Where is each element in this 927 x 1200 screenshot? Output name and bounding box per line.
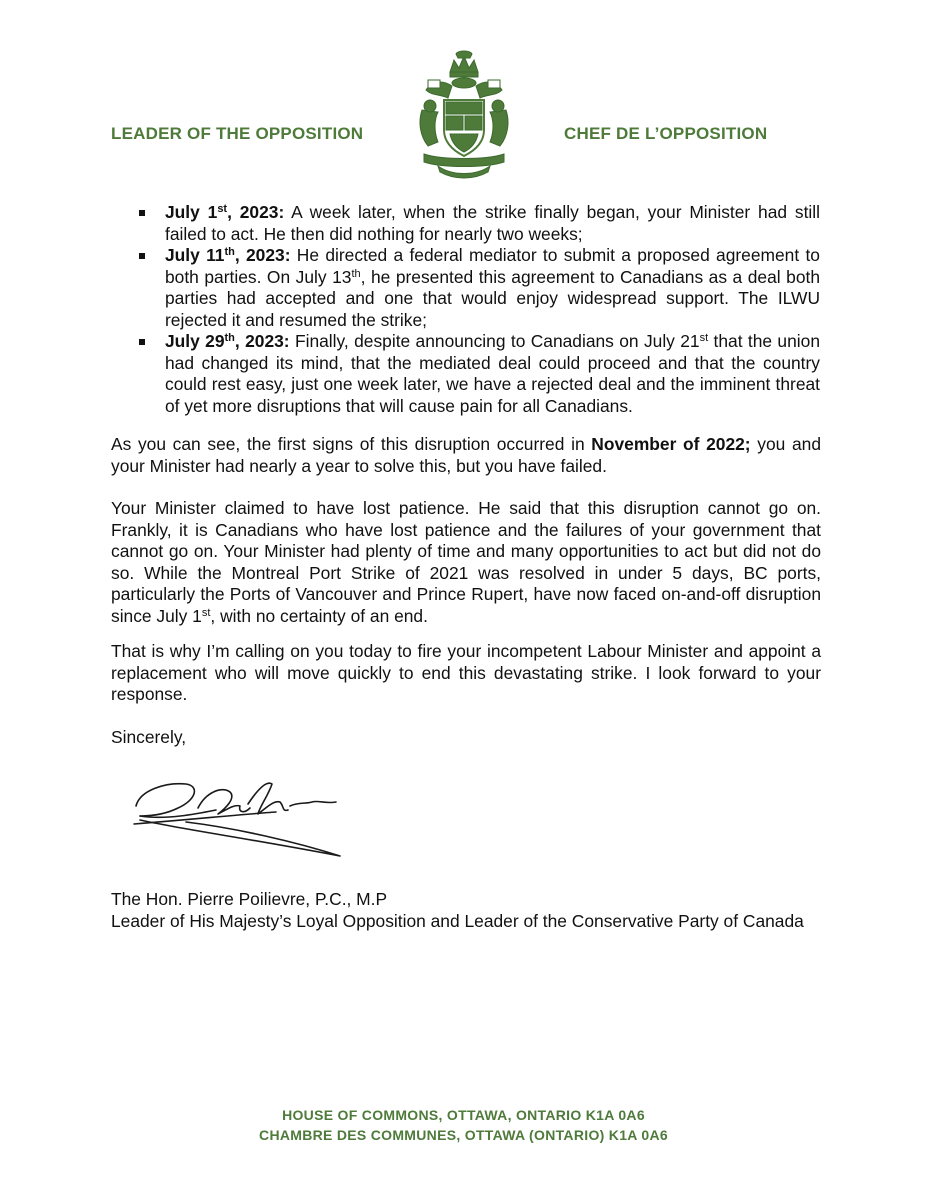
square-bullet-icon <box>139 210 145 216</box>
paragraph-lost-patience: Your Minister claimed to have lost patience. He said that this disruption cannot go on. Frankly, it is Canadians who have lost patience and the failures of your government that cannot go on. Your Minister had plenty of time and many opportunities to act but did not do so. While the Montreal Port Strike of 2021 was resolved in under 5 days, BC ports, particularly the Ports of Vancouver and Prince Rupert, have now faced on-and-off disruption since July 1st, with no certainty of an end. <box>111 498 821 626</box>
bullet-text: He directed a federal mediator to submit a proposed agreement to both parties. On July 13 <box>165 245 820 287</box>
square-bullet-icon <box>139 253 145 259</box>
bullet-date: July 1st, 2023: <box>165 202 285 222</box>
footer-address-english: HOUSE OF COMMONS, OTTAWA, ONTARIO K1A 0A6 <box>282 1107 645 1123</box>
square-bullet-icon <box>139 339 145 345</box>
signature-block <box>111 889 831 932</box>
header-left-title: LEADER OF THE OPPOSITION <box>111 124 364 143</box>
handwritten-signature-icon <box>126 762 350 862</box>
canada-coat-of-arms-icon <box>412 50 516 180</box>
bullet-date: July 11th, 2023: <box>165 245 291 265</box>
paragraph-first-signs: As you can see, the first signs of this disruption occurred in November of 2022; you and your Minister had nearly a year to solve this, but you have failed. <box>111 434 821 476</box>
footer-address-french: CHAMBRE DES COMMUNES, OTTAWA (ONTARIO) K1A 0A6 <box>259 1127 668 1143</box>
timeline-bullet-list <box>165 202 820 417</box>
signer-name: The Hon. Pierre Poilievre, P.C., M.P <box>111 889 388 909</box>
header-right-title: CHEF DE L’OPPOSITION <box>564 124 768 143</box>
list-item <box>165 202 820 245</box>
paragraph-call-to-fire: That is why I’m calling on you today to fire your incompetent Labour Minister and appoint a replacement who will move quickly to end this devastating strike. I look forward to your response. <box>111 641 821 704</box>
closing-salutation: Sincerely, <box>111 727 187 747</box>
signer-title: Leader of His Majesty’s Loyal Opposition and Leader of the Conservative Party of Canada <box>111 910 804 931</box>
bullet-text: A week later, when the strike finally began, your Minister had still failed to act. He then did nothing for nearly two weeks; <box>165 202 820 244</box>
bullet-text: Finally, despite announcing to Canadians on July 21 <box>289 331 700 351</box>
bullet-date: July 29th, 2023: <box>165 331 290 351</box>
list-item: July 11th, 2023: He directed a federal mediator to submit a proposed agreement to both parties. On July 13th, he presented this agreement to Canadians as a deal both parties had accepted and one that would enjoy widespread support. The ILWU rejected it and resumed the strike; <box>165 245 820 331</box>
list-item: July 29th, 2023: Finally, despite announcing to Canadians on July 21st that the union had changed its mind, that the mediated deal could proceed and that the country could rest easy, just one week later, we have a rejected deal and the imminent threat of yet more disruptions that will cause pain for all Canadians. <box>165 331 820 417</box>
